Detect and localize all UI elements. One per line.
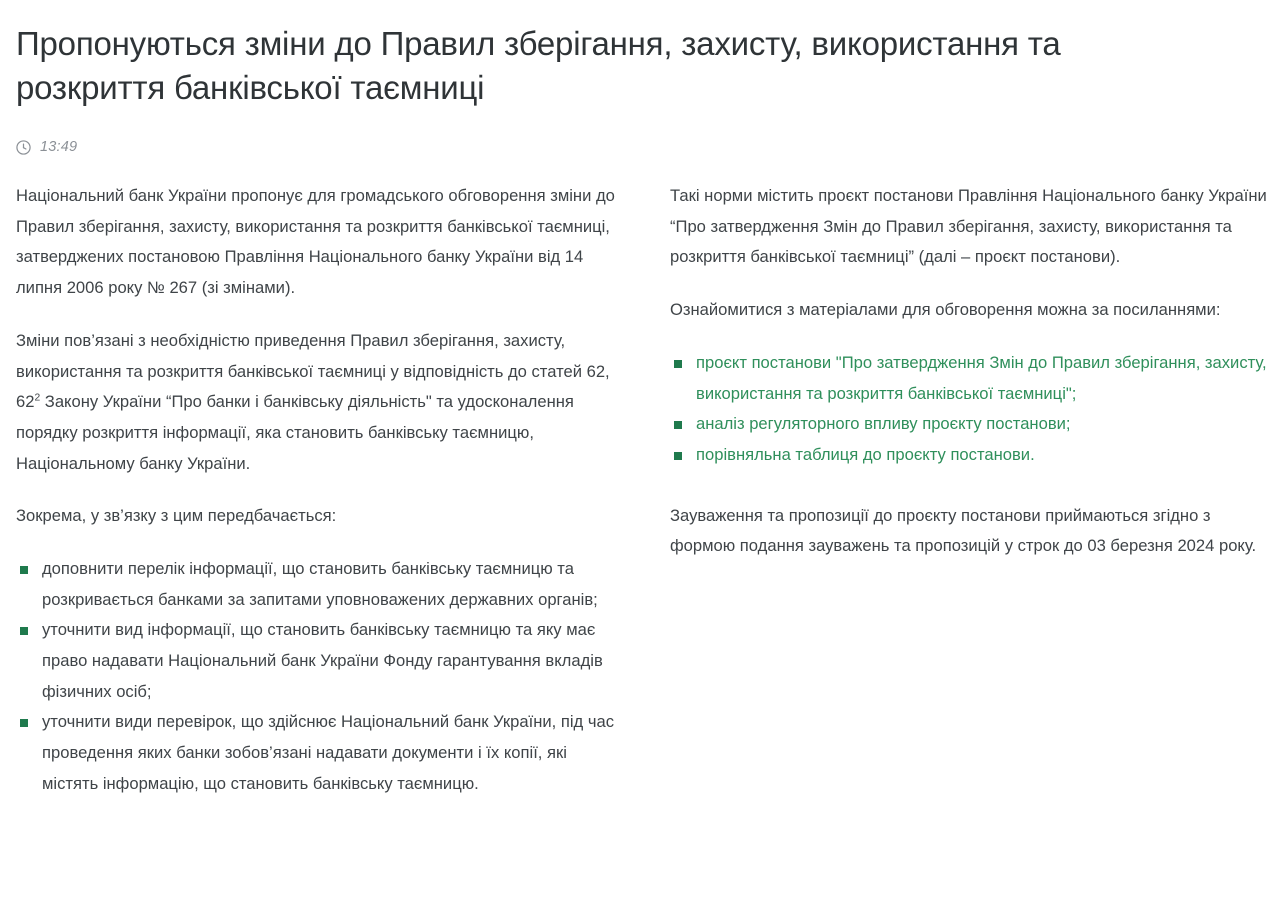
paragraph-part-two: Закону України “Про банки і банківську діяльність" та удосконалення порядку розкриття інформації, яка становить банківську таємницю, Національному банку України. (16, 392, 574, 473)
page-title: Пропонуються зміни до Правил зберігання, захисту, використання та розкриття банківської таємниці (16, 25, 1061, 106)
list-item: уточнити види перевірок, що здійснює Національний банк України, під час проведення яких банки зобов’язані надавати документи і їх копії, які містять інформацію, що становить банківську таємницю. (16, 707, 624, 799)
paragraph-comments-deadline: Зауваження та пропозиції до проєкту постанови приймаються згідно з формою подання зауважень та пропозицій у строк до 03 березня 2024 року. (670, 505, 1257, 556)
paragraph-with-footnote (16, 326, 624, 479)
paragraph-list-lead: Зокрема, у зв’язку з цим передбачається: (16, 506, 337, 526)
paragraph-part-one: Зміни пов’язані з необхідністю приведення Правил зберігання, захисту, використання та розкриття банківської таємниці у відповідність до статей 62, 62 (16, 330, 610, 412)
article-columns (16, 181, 1267, 821)
left-bullet-list (16, 554, 624, 800)
footnote-superscript: 2 (34, 392, 41, 404)
list-item: доповнити перелік інформації, що становить банківську таємницю та розкривається банками за запитами уповноважених державних органів; (16, 554, 624, 615)
list-item-link[interactable] (670, 440, 1278, 471)
list-item-link[interactable] (670, 348, 1278, 409)
article-meta (16, 139, 1240, 155)
link-draft-resolution[interactable]: проєкт постанови "Про затвердження Змін до Правил зберігання, захисту, використання та розкриття банківської таємниці"; (696, 352, 1267, 403)
publish-time: 13:49 (40, 139, 78, 156)
link-comparison-table[interactable]: порівняльна таблиця до проєкту постанови. (696, 444, 1035, 464)
left-column (16, 181, 624, 821)
link-regulatory-impact-analysis[interactable]: аналіз регуляторного впливу проєкту постанови; (696, 414, 1071, 434)
list-item: уточнити вид інформації, що становить банківську таємницю та яку має право надавати Національний банк України Фонду гарантування вкладів фізичних осіб; (16, 615, 624, 707)
materials-link-list (670, 348, 1278, 471)
clock-icon (16, 140, 31, 155)
list-item-link[interactable] (670, 409, 1278, 440)
paragraph-draft-resolution: Такі норми містить проєкт постанови Правління Національного банку України “Про затвердження Змін до Правил зберігання, захисту, використання та розкриття банківської таємниці” (далі – проєкт постанови). (670, 186, 1267, 267)
right-column (670, 181, 1278, 562)
paragraph-intro: Національний банк України пропонує для громадського обговорення зміни до Правил зберігання, захисту, використання та розкриття банківської таємниці, затверджених постановою Правління Національного банку України від 14 липня 2006 року № 267 (зі змінами). (16, 186, 615, 298)
spacer (670, 493, 1278, 501)
paragraph-materials-lead: Ознайомитися з матеріалами для обговорення можна за посиланнями: (670, 300, 1221, 320)
